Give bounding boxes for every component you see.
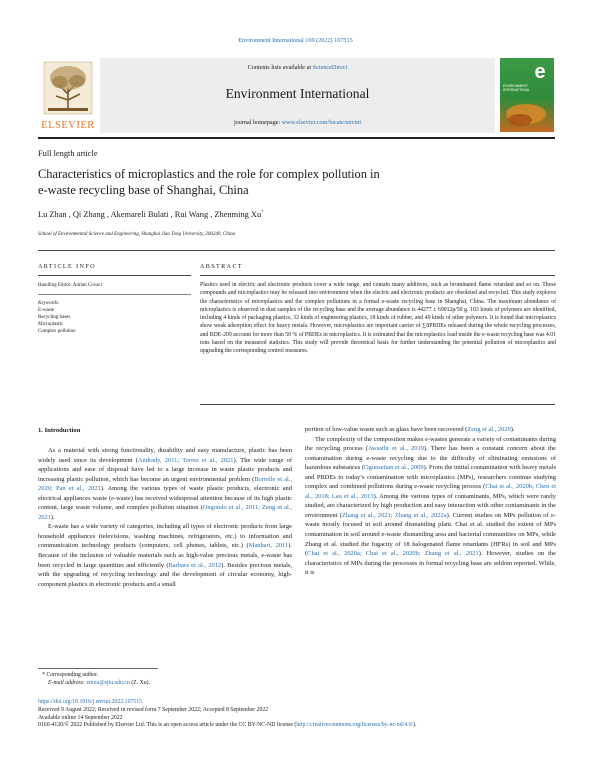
publisher-name: ELSEVIER [41, 120, 95, 131]
cover-image-icon [500, 58, 554, 132]
publication-info [38, 699, 558, 730]
author-list [38, 210, 264, 219]
citation-link[interactable]: Manhart, 2011 [248, 542, 289, 550]
footnotes [38, 671, 150, 687]
paragraph-text: ). There has been a constant concern about the contamination during e-waste recycling due to the difficulty of eliminating emissions of hazardous substances ( [305, 445, 557, 472]
paragraph [305, 435, 556, 578]
keyword-item: Recycling bases [38, 315, 71, 320]
cover-title: ENVIRONMENT INTERNATIONAL [503, 84, 530, 92]
homepage-link[interactable]: www.elsevier.com/locate/envint [281, 119, 362, 126]
paragraph-text: ). The wide range of applications and ease of disposal have led to a large increase in waste plastic products and increasing plastic pollution, which has become an urgent environmental problem ( [38, 456, 292, 483]
header-rule [38, 137, 555, 139]
email-label: E-mail address: [48, 680, 87, 687]
paragraph-text: The complexity of the composition makes e-wastes generate a variety of contaminants during the recycling process ( [305, 435, 556, 453]
citation-link[interactable]: Zeng et al., 2020 [467, 426, 511, 433]
keywords-label: Keywords: [38, 301, 60, 306]
introduction-heading: 1. Introduction [38, 427, 81, 434]
contents-line [100, 64, 495, 71]
paragraph-text: ). Because of the inclusion of valuable materials such as high-value precious metals, e-waste has been recycled in large quantities and efficiently ( [38, 542, 292, 569]
journal-reference[interactable]: Environment International 169 (2022) 107515 [238, 37, 353, 44]
citation-link[interactable]: Chai et al., 2020b; Chen et al., 2018; Lau et al., 2013 [305, 483, 556, 500]
journal-header [100, 58, 495, 133]
footnote-rule [38, 668, 158, 669]
citation-link[interactable]: Barbara et al., 2012 [168, 561, 222, 569]
abstract-text: Plastics used in electric and electronic products cover a wide range, and contain many additives, such as brominated flame retardant and so on. These compounds and microplastics may be released into environment when the electric and electronic products are obsoleted and recycled. This study explores the characteristics of microplastics and the complex pollutions in a formal e-waste recycling base in Shanghai, China. The maximum abundance of microplastics is observed in dust samples of the recycling base and the average abundance is 44277 ± 69012p/50 g. 103 kinds of polymers are identified, including 4 kinds of packaging plastics, 32 kinds of engineering plastics, 18 kinds of rubber, and 49 kinds of other polymers. It is found that microplastics show weak adsorption effect for heavy metals. However, microplastics are important carrier of ∑8PBDEs released during the whole recycling processes, and BDE-209 account for more than 50 % of PBDEs in microplastics. It is estimated that the microplastics load inside the e-waste recycling base was 4.01 tons based on the measured statistics. This study will provide theoretical basis for further understanding the potential pollution of microplastics and upgrading the corresponding control measures. [200, 282, 556, 354]
received-dates: Received 9 August 2022; Received in revised form 7 September 2022; Accepted 8 September 2022 [38, 706, 269, 713]
keyword-item: Microplastic [38, 322, 64, 327]
paragraph [305, 425, 556, 435]
authors-text: Lu Zhan , Qi Zhang , Akemareli Bulati , Rui Wang , Zhenming Xu [38, 210, 262, 219]
email-link[interactable]: zmxu@sjtu.edu.cn [86, 680, 130, 687]
paragraph-text: ). Among the various types of contaminants, MPs, which were rarely studied, are characterized by high production and easy interaction with other contaminants in the environment ( [305, 492, 556, 519]
body-column-right [305, 425, 556, 578]
svg-text:e: e [534, 61, 546, 83]
homepage-line [100, 119, 495, 126]
paragraph-text: ). From the initial contamination with heavy metals and PBDEs to today’s contamination with microplastics (MPs), researchers continue studying complex and combined pollutions during e-waste recycling process ( [305, 464, 556, 491]
license-prefix: 0160-4120/© 2022 Published by Elsevier Ltd. This is an open access article under the CC BY-NC-ND license ( [38, 722, 297, 729]
doi-link[interactable]: https://doi.org/10.1016/j.envint.2022.107515 [38, 699, 143, 705]
sciencedirect-link[interactable]: ScienceDirect [312, 64, 348, 71]
contents-prefix: Contents lists available at [247, 64, 313, 71]
abstract-rule [200, 275, 555, 276]
elsevier-logo[interactable] [38, 58, 98, 134]
citation-link[interactable]: Ogunseitan et al., 2009 [364, 464, 424, 472]
homepage-prefix: journal homepage: [233, 119, 282, 126]
handling-editor: Handling Editor: Adrian Covaci [38, 283, 103, 288]
citation-link[interactable]: Awasthi et al., 2019 [367, 445, 424, 453]
affiliation: School of Environmental Science and Engineering, Shanghai Jiao Tong University, 200240, China [38, 232, 236, 237]
abstract-end-rule [200, 404, 555, 405]
license-suffix: ). [413, 722, 417, 729]
available-online: Available online 14 September 2022 [38, 714, 123, 721]
paragraph [38, 522, 292, 589]
article-info-heading: ARTICLE INFO [38, 264, 96, 270]
article-info-divider [38, 294, 191, 295]
keyword-item: Complex pollution [38, 329, 76, 334]
article-info-rule [38, 275, 191, 276]
title-line-2: e-waste recycling base of Shanghai, China [38, 183, 249, 197]
paragraph-text: ). Among the various types of waste plastic products, electronic and electrical appliances waste (e-waste) has received widespread attention because of its high plastic content, large waste volume, and complex pollution situation ( [38, 485, 292, 512]
paragraph-text: portion of low-value waste such as glass have been recovered ( [305, 426, 468, 433]
keywords-block [38, 300, 76, 335]
title-line-1: Characteristics of microplastics and the role for complex pollution in [38, 167, 380, 181]
journal-cover[interactable] [500, 58, 554, 132]
paragraph-text: As a material with strong functionality, durability and easy manufacture, plastic has been widely used since its development ( [38, 447, 292, 464]
license-line [38, 722, 558, 730]
citation-link[interactable]: Borrelle et al., 2020; Pan et al., 2021 [38, 475, 292, 493]
paragraph-text: ). [50, 513, 55, 521]
citation-link[interactable]: Ongondo et al., 2011; Zeng et al., 2021 [38, 504, 292, 521]
paragraph-text: ). [510, 426, 515, 433]
citation-link[interactable]: Chai et al., 2020a; Chai et al., 2020b; Zhang et al., 2021 [307, 550, 479, 558]
paragraph-text: E-waste has a wide variety of categories, including all types of electronic products from large household appliances (televisions, washing machines, refrigerators, etc.) to information and communication technology products (computers, cell phones, tablets, etc.) ( [38, 523, 292, 550]
paragraph [38, 446, 292, 522]
journal-title: Environment International [225, 86, 370, 101]
paragraph-text: ). However, studies on the characteristics of MPs during the processes in formal recycling base are seldom reported. While, it is [305, 550, 556, 577]
license-link[interactable]: http://creativecommons.org/licenses/by-nc-nd/4.0/ [296, 722, 414, 729]
email-note [38, 679, 150, 687]
paragraph-text: ). Besides precious metals, with the upgrading of recycling technology and the development of circular economy, high-component plastics in electronic products and a small [38, 561, 292, 588]
corresponding-author-mark[interactable]: * [261, 210, 264, 216]
corresponding-author-note: * Corresponding author. [42, 672, 99, 678]
body-column-left [38, 446, 292, 589]
affiliation-rule [38, 250, 555, 251]
citation-link[interactable]: Zhang et al., 2021; Zhang et al., 2022a [342, 511, 447, 519]
abstract-heading: ABSTRACT [200, 264, 244, 270]
email-suffix: (Z. Xu). [129, 680, 151, 687]
paper-title [38, 166, 498, 198]
keyword-item: E-waste [38, 308, 55, 313]
citation-link[interactable]: Andrady, 2011; Torres et al., 2021 [137, 456, 234, 464]
article-type: Full length article [38, 149, 98, 158]
paragraph-text: ). Current studies on MPs pollution of e-waste mostly focused in soil around dismantling plant. Chai et al. studied the extent of MPs contamination in soil around e-waste dismantling area and bacterial communities on MPs, while Zhang et al. studied the fugacity of 18 halogenated flame retardants (HFRs) in soil and MPs ( [305, 511, 556, 558]
